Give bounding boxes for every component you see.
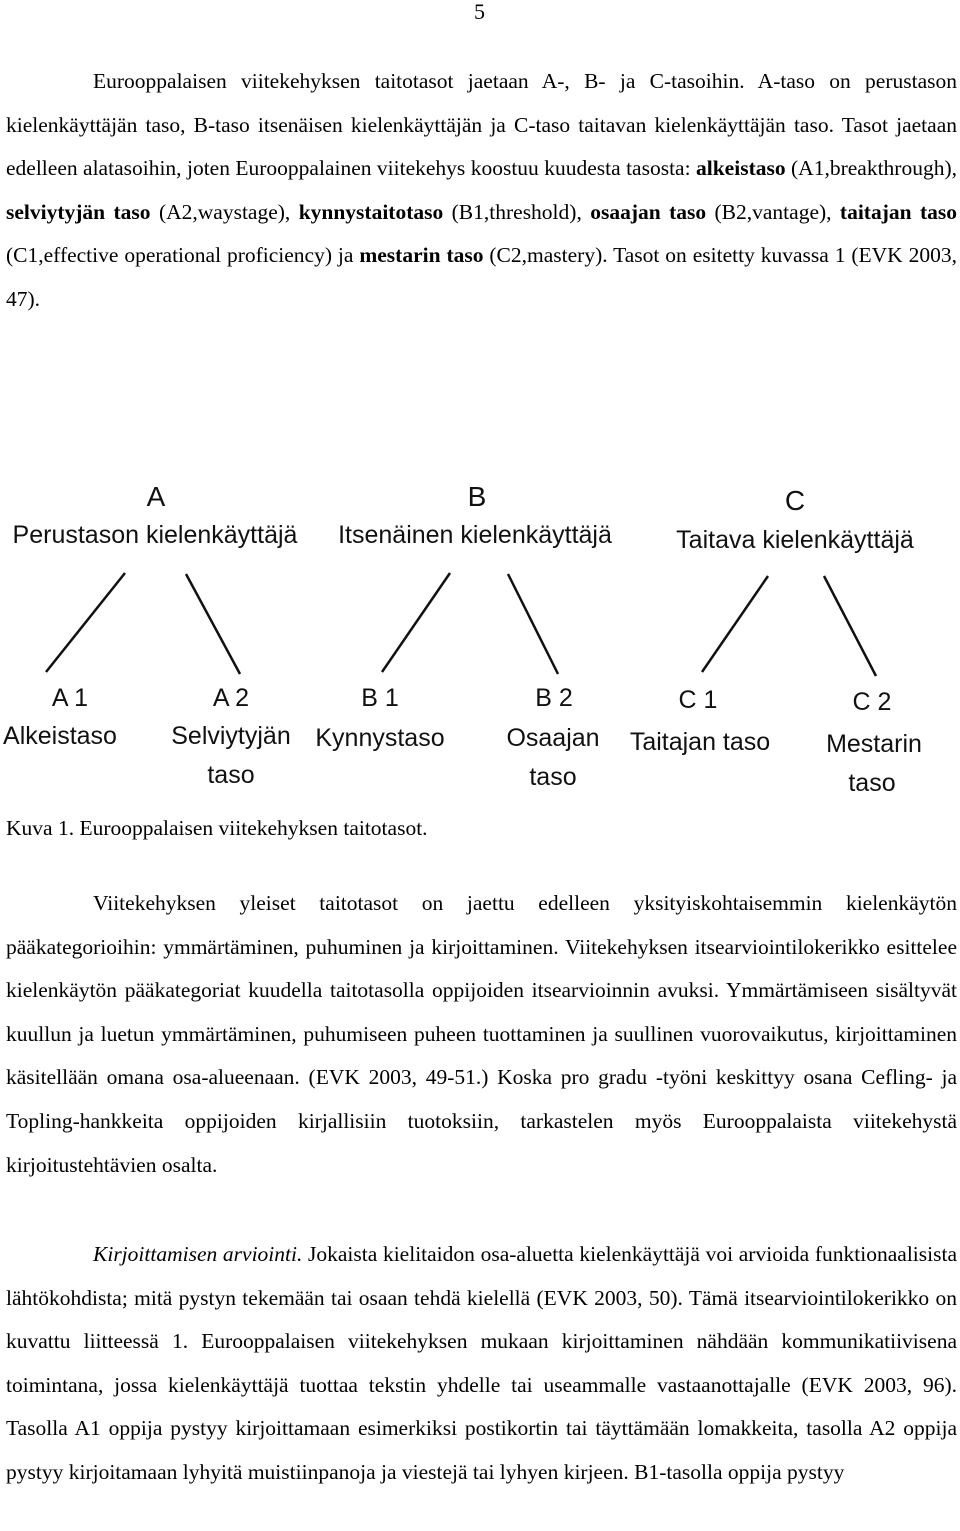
paragraph-levels: Eurooppalaisen viitekehyksen taitotasot jaetaan A-, B- ja C-tasoihin. A-taso on perustason kielenkäyttäjän taso, B-taso itsenäisen kielenkäyttäjän ja C-taso taitavan kielenkäyttäjän taso. Tasot jaetaan edelleen alatasoihin, joten Eurooppalainen viitekehys koostuu kuudesta tasosta: alkeistaso (A1,breakthrough), selviytyjän taso (A2,waystage), kynnystaitotaso (B1,threshold), osaajan taso (B2,vantage), taitajan taso (C1,effective operational proficiency) ja mestarin taso (C2,mastery). Tasot on esitetty kuvassa 1 (EVK 2003, 47). — [6, 69, 957, 311]
cefr-levels-diagram — [0, 440, 960, 815]
level-a-group — [3, 481, 298, 789]
a-left-branch — [46, 573, 125, 672]
b-left-branch — [382, 573, 450, 672]
a1-name: Alkeistaso — [3, 722, 117, 750]
figure-caption: Kuva 1. Eurooppalaisen viitekehyksen taitotasot. — [6, 816, 428, 840]
level-a-letter: A — [146, 481, 166, 512]
paragraph-subcategories: Viitekehyksen yleiset taitotasot on jaettu edelleen yksityiskohtaisemmin kielenkäytön pääkategorioihin: ymmärtäminen, puhuminen ja kirjoittaminen. Viitekehyksen itsearviointilokerikko esittelee kielenkäytön pääkategoriat kuudella taitotasolla oppijoiden itsearvioinnin avuksi. Ymmärtämiseen sisältyvät kuullun ja luetun ymmärtäminen, puhumiseen puheen tuottaminen ja suullinen vuorovaikutus, kirjoittaminen käsitellään omana osa-alueenaan. (EVK 2003, 49-51.) Koska pro gradu -työni keskittyy osana Cefling- ja Topling-hankkeita oppijoiden kirjallisiin tuotoksiin, tarkastelen myös Eurooppalaista viitekehystä kirjoitustehtävien osalta. — [6, 891, 957, 1177]
page-number: 5 — [474, 0, 485, 24]
c-right-branch — [824, 576, 876, 676]
level-c-letter: C — [784, 485, 806, 516]
term-b2: osaajan taso — [590, 199, 707, 224]
level-a-title: Perustason kielenkäyttäjä — [12, 521, 298, 549]
level-b-title: Itsenäinen kielenkäyttäjä — [338, 521, 612, 549]
term-c1: taitajan taso — [839, 199, 957, 224]
b-right-branch — [508, 574, 558, 674]
level-c-title: Taitava kielenkäyttäjä — [676, 526, 914, 554]
a2-code: A 2 — [212, 684, 250, 712]
c2-name: Mestarin — [826, 730, 922, 758]
a-right-branch — [186, 574, 240, 674]
paragraph-writing-assessment: Kirjoittamisen arviointi. Jokaista kielitaidon osa-aluetta kielenkäyttäjä voi arvioida funktionaalisista lähtökohdista; mitä pystyn tekemään tai osaan tehdä kielellä (EVK 2003, 50). Tämä itsearviointilokerikko on kuvattu liitteessä 1. Eurooppalaisen viitekehyksen mukaan kirjoittaminen nähdään kommunikatiivisena toimintana, jossa kielenkäyttäjä tuottaa tekstin yhdelle tai useammalle vastaanottajalle (EVK 2003, 96). Tasolla A1 oppija pystyy kirjoittamaan esimerkiksi postikortin tai täyttämään lomakkeita, tasolla A2 oppija pystyy kirjoitamaan lyhyitä muistiinpanoja ja viestejä tai lyhyen kirjeen. B1-tasolla oppija pystyy — [6, 1242, 957, 1484]
b2-name-line2: taso — [529, 763, 577, 791]
a1-code: A 1 — [51, 684, 89, 712]
c2-name-line2: taso — [848, 769, 896, 797]
term-b1: kynnystaitotaso — [298, 199, 444, 224]
level-b-letter: B — [467, 481, 487, 512]
b1-code: B 1 — [361, 684, 399, 712]
term-c2: mestarin taso — [359, 243, 484, 268]
term-a1: alkeistaso — [696, 156, 786, 181]
c1-code: C 1 — [678, 686, 718, 714]
section-heading-writing: Kirjoittamisen arviointi. — [93, 1242, 303, 1266]
c1-name: Taitajan taso — [629, 728, 771, 756]
b2-name: Osaajan — [506, 724, 600, 752]
b2-code: B 2 — [535, 684, 573, 712]
c2-code: C 2 — [852, 688, 892, 716]
c-left-branch — [702, 576, 768, 672]
b1-name: Kynnystaso — [315, 724, 445, 752]
level-c-group — [630, 485, 922, 797]
level-b-group — [315, 481, 612, 791]
a2-name: Selviytyjän — [171, 722, 291, 750]
term-a2: selviytyjän taso — [6, 199, 151, 224]
a2-name-line2: taso — [207, 761, 255, 789]
